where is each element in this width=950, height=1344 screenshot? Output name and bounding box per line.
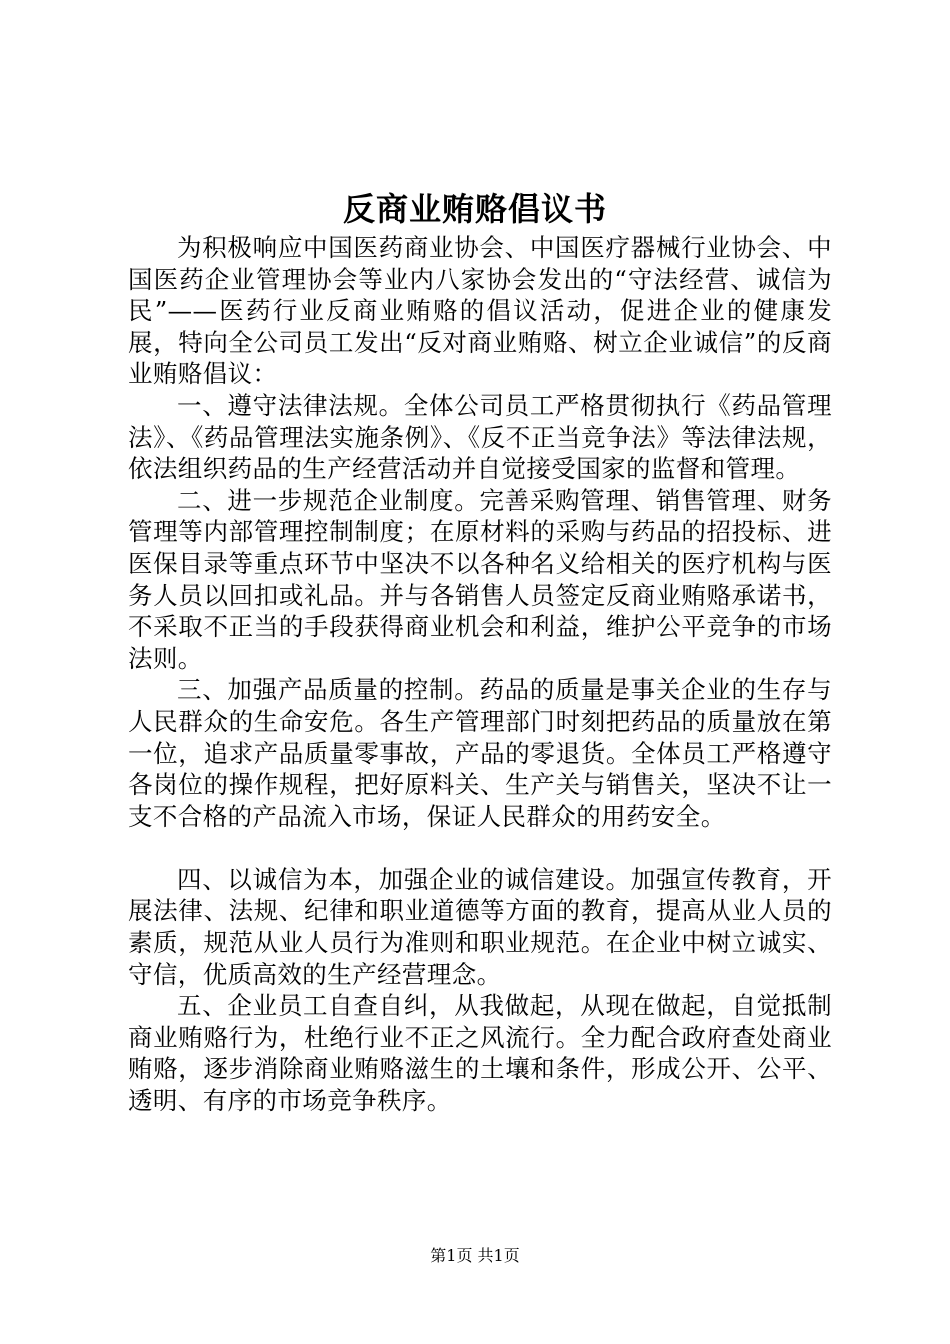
clause-2-paragraph: 二、进一步规范企业制度。完善采购管理、销售管理、财务管理等内部管理控制制度；在原材料的采购与药品的招投标、进医保目录等重点环节中坚决不以各种名义给相关的医疗机构与医务人员以回扣或礼品。并与各销售人员签定反商业贿赂承诺书，不采取不正当的手段获得商业机会和利益，维护公平竞争的市场法则。 [128,485,832,673]
clause-5-paragraph: 五、企业员工自查自纠，从我做起，从现在做起，自觉抵制商业贿赂行为，杜绝行业不正之风流行。全力配合政府查处商业贿赂，逐步消除商业贿赂滋生的土壤和条件，形成公开、公平、透明、有序的市场竞争秩序。 [128,991,832,1116]
clause-4-paragraph: 四、以诚信为本，加强企业的诚信建设。加强宣传教育，开展法律、法规、纪律和职业道德等方面的教育，提高从业人员的素质，规范从业人员行为准则和职业规范。在企业中树立诚实、守信，优质高效的生产经营理念。 [128,864,832,989]
intro-paragraph: 为积极响应中国医药商业协会、中国医疗器械行业协会、中国医药企业管理协会等业内八家协会发出的“守法经营、诚信为民”——医药行业反商业贿赂的倡议活动，促进企业的健康发展，特向全公司员工发出“反对商业贿赂、树立企业诚信”的反商业贿赂倡议： [128,233,832,389]
clause-3-paragraph: 三、加强产品质量的控制。药品的质量是事关企业的生存与人民群众的生命安危。各生产管理部门时刻把药品的质量放在第一位，追求产品质量零事故，产品的零退货。全体员工严格遵守各岗位的操作规程，把好原料关、生产关与销售关，坚决不让一支不合格的产品流入市场，保证人民群众的用药安全。 [128,675,832,831]
paragraph-spacer [128,832,832,864]
clause-1-paragraph: 一、遵守法律法规。全体公司员工严格贯彻执行《药品管理法》、《药品管理法实施条例》、《反不正当竞争法》等法律法规，依法组织药品的生产经营活动并自觉接受国家的监督和管理。 [128,390,832,484]
document-body [128,232,832,1117]
document-title: 反商业贿赂倡议书 [342,190,607,228]
page-footer: 第1页 共1页 [430,1246,520,1265]
